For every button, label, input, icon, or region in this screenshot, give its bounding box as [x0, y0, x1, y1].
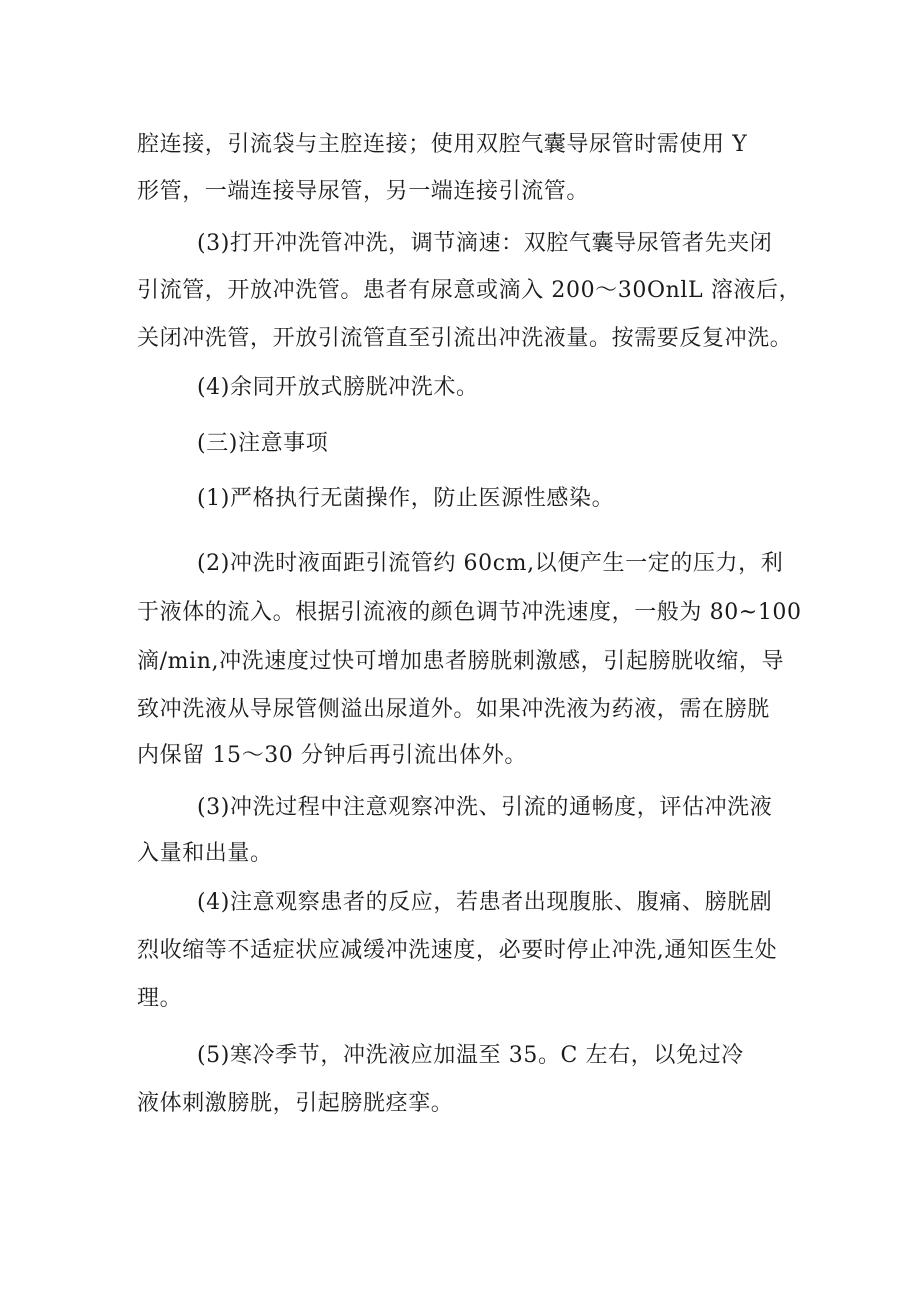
text-line: (2)冲洗时液面距引流管约 60cm,以便产生一定的压力，利: [197, 551, 784, 576]
text-line: 于液体的流入。根据引流液的颜色调节冲洗速度，一般为 80~100: [137, 600, 802, 625]
text-line: 致冲洗液从导尿管侧溢出尿道外。如果冲洗液为药液，需在膀胱: [137, 697, 770, 722]
text-line: (4)余同开放式膀胱冲洗术。: [197, 375, 479, 400]
text-line: (3)冲洗过程中注意观察冲洗、引流的通畅度，评估冲洗液: [197, 795, 773, 820]
text-line: (3)打开冲洗管冲洗，调节滴速：双腔气囊导尿管者先夹闭: [197, 231, 773, 256]
text-line: 入量和出量。: [137, 841, 273, 866]
text-line: 理。: [137, 986, 183, 1011]
text-line: 形管，一端连接导尿管，另一端连接引流管。: [137, 179, 590, 204]
text-line: (5)寒冷季节，冲洗液应加温至 35。C 左右，以免过冷: [197, 1043, 744, 1068]
section-heading: (三)注意事项: [197, 431, 329, 456]
text-line: 腔连接，引流袋与主腔连接；使用双腔气囊导尿管时需使用 Y: [137, 132, 748, 157]
text-line: 关闭冲洗管，开放引流管直至引流出冲洗液量。按需要反复冲洗。: [137, 326, 793, 351]
text-line: 烈收缩等不适症状应减缓冲洗速度，必要时停止冲洗,通知医生处: [137, 938, 778, 963]
text-line: (4)注意观察患者的反应，若患者出现腹胀、腹痛、膀胱剧: [197, 890, 773, 915]
text-line: 内保留 15～30 分钟后再引流出体外。: [137, 743, 527, 768]
text-line: 液体刺激膀胱，引起膀胱痉挛。: [137, 1091, 454, 1116]
text-line: 引流管，开放冲洗管。患者有尿意或滴入 200～30OnlL 溶液后，: [137, 278, 802, 303]
text-line: (1)严格执行无菌操作，防止医源性感染。: [197, 486, 615, 511]
text-line: 滴/min,冲洗速度过快可增加患者膀胱刺激感，引起膀胱收缩，导: [137, 649, 785, 674]
